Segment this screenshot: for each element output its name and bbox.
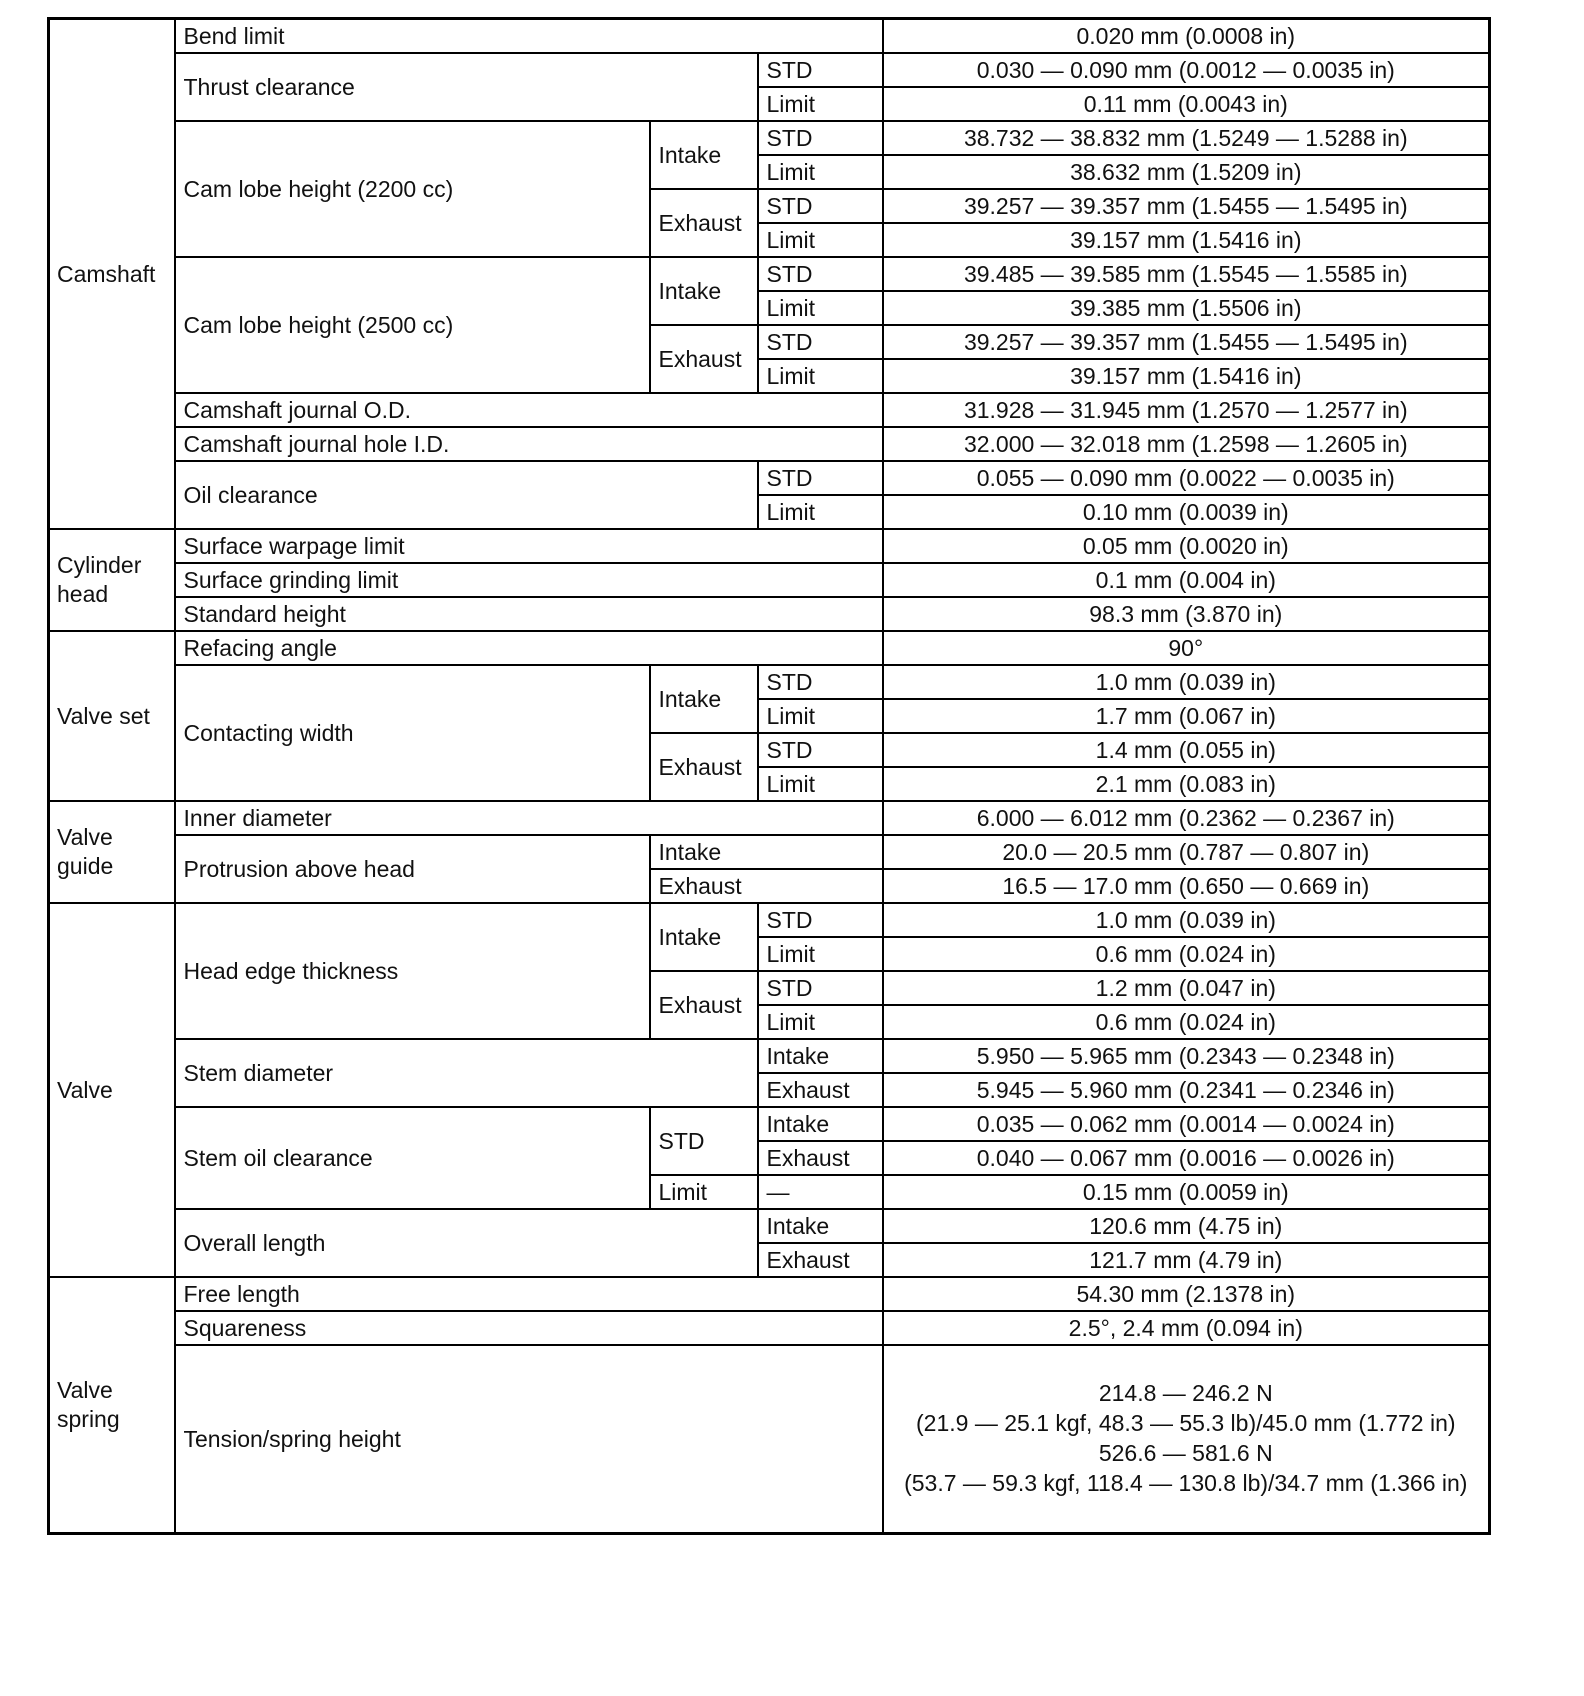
group-valve: Valve (49, 903, 175, 1277)
spec-value: 0.030 — 0.090 mm (0.0012 — 0.0035 in) (883, 53, 1490, 87)
spec-value: 121.7 mm (4.79 in) (883, 1243, 1490, 1277)
intake-label: Intake (650, 835, 883, 869)
row-label: Cam lobe height (2500 cc) (175, 257, 650, 393)
spec-value: 54.30 mm (2.1378 in) (883, 1277, 1490, 1311)
spec-value: 38.732 — 38.832 mm (1.5249 — 1.5288 in) (883, 121, 1490, 155)
exhaust-label: Exhaust (650, 189, 758, 257)
tension-line-1: 214.8 — 246.2 N (1098, 1380, 1273, 1407)
group-valve-guide: Valve guide (49, 801, 175, 903)
spec-value: 39.385 mm (1.5506 in) (883, 291, 1490, 325)
table-row (49, 1345, 1490, 1534)
spec-value: 31.928 — 31.945 mm (1.2570 — 1.2577 in) (883, 393, 1490, 427)
spec-value: 5.945 — 5.960 mm (0.2341 — 0.2346 in) (883, 1073, 1490, 1107)
spec-value: 98.3 mm (3.870 in) (883, 597, 1490, 631)
spec-value: 2.1 mm (0.083 in) (883, 767, 1490, 801)
spec-value: 5.950 — 5.965 mm (0.2343 — 0.2348 in) (883, 1039, 1490, 1073)
intake-label: Intake (758, 1209, 883, 1243)
exhaust-label: Exhaust (758, 1243, 883, 1277)
spec-value: 0.6 mm (0.024 in) (883, 937, 1490, 971)
limit-label: Limit (758, 1005, 883, 1039)
row-label: Stem diameter (175, 1039, 758, 1107)
spec-value: 2.5°, 2.4 mm (0.094 in) (883, 1311, 1490, 1345)
table-row (49, 1277, 1490, 1311)
limit-label: Limit (650, 1175, 758, 1209)
std-label: STD (758, 121, 883, 155)
table-row (49, 529, 1490, 563)
std-label: STD (758, 665, 883, 699)
table-row (49, 1209, 1490, 1243)
spec-value: 1.0 mm (0.039 in) (883, 903, 1490, 937)
exhaust-label: Exhaust (758, 1073, 883, 1107)
table-row (49, 461, 1490, 495)
row-label: Bend limit (175, 19, 883, 54)
row-label: Squareness (175, 1311, 883, 1345)
intake-label: Intake (758, 1107, 883, 1141)
std-label: STD (758, 733, 883, 767)
table-row (49, 1311, 1490, 1345)
row-label: Refacing angle (175, 631, 883, 665)
row-label: Oil clearance (175, 461, 758, 529)
limit-label: Limit (758, 495, 883, 529)
table-row (49, 19, 1490, 54)
spec-value: 0.055 — 0.090 mm (0.0022 — 0.0035 in) (883, 461, 1490, 495)
spec-value: 120.6 mm (4.75 in) (883, 1209, 1490, 1243)
row-label: Head edge thickness (175, 903, 650, 1039)
spec-value: 1.4 mm (0.055 in) (883, 733, 1490, 767)
tension-line-3: 526.6 — 581.6 N (1098, 1440, 1273, 1466)
dash-cell: — (758, 1175, 883, 1209)
table-row (49, 257, 1490, 291)
spec-value: 1.0 mm (0.039 in) (883, 665, 1490, 699)
table-row (49, 563, 1490, 597)
row-label: Standard height (175, 597, 883, 631)
spec-value: 0.6 mm (0.024 in) (883, 1005, 1490, 1039)
std-label: STD (758, 461, 883, 495)
spec-value: 39.257 — 39.357 mm (1.5455 — 1.5495 in) (883, 189, 1490, 223)
spec-value: 20.0 — 20.5 mm (0.787 — 0.807 in) (883, 835, 1490, 869)
intake-label: Intake (758, 1039, 883, 1073)
row-label: Stem oil clearance (175, 1107, 650, 1209)
tension-line-2: (21.9 — 25.1 kgf, 48.3 — 55.3 lb)/45.0 mm (1.772 in) (916, 1410, 1456, 1437)
spec-value: 0.11 mm (0.0043 in) (883, 87, 1490, 121)
std-label: STD (758, 53, 883, 87)
table-row (49, 631, 1490, 665)
spec-value: 0.020 mm (0.0008 in) (883, 19, 1490, 54)
spec-value: 16.5 — 17.0 mm (0.650 — 0.669 in) (883, 869, 1490, 903)
table-row (49, 597, 1490, 631)
exhaust-label: Exhaust (650, 733, 758, 801)
spec-value-multiline (883, 1345, 1490, 1534)
spec-value: 0.040 — 0.067 mm (0.0016 — 0.0026 in) (883, 1141, 1490, 1175)
table-row (49, 393, 1490, 427)
std-label: STD (758, 903, 883, 937)
limit-label: Limit (758, 767, 883, 801)
group-cylinder-head: Cylinder head (49, 529, 175, 631)
limit-label: Limit (758, 155, 883, 189)
tension-line-4: (53.7 — 59.3 kgf, 118.4 — 130.8 lb)/34.7 mm (1.366 in) (904, 1469, 1468, 1496)
spec-value: 1.2 mm (0.047 in) (883, 971, 1490, 1005)
spec-value: 39.257 — 39.357 mm (1.5455 — 1.5495 in) (883, 325, 1490, 359)
table-row (49, 53, 1490, 87)
row-label: Free length (175, 1277, 883, 1311)
limit-label: Limit (758, 87, 883, 121)
spec-value: 0.035 — 0.062 mm (0.0014 — 0.0024 in) (883, 1107, 1490, 1141)
row-label: Surface grinding limit (175, 563, 883, 597)
row-label: Tension/spring height (175, 1345, 883, 1534)
spec-value: 32.000 — 32.018 mm (1.2598 — 1.2605 in) (883, 427, 1490, 461)
spec-value: 39.157 mm (1.5416 in) (883, 359, 1490, 393)
table-row (49, 665, 1490, 699)
spec-value: 0.15 mm (0.0059 in) (883, 1175, 1490, 1209)
row-label: Overall length (175, 1209, 758, 1277)
exhaust-label: Exhaust (650, 971, 758, 1039)
spec-value: 38.632 mm (1.5209 in) (883, 155, 1490, 189)
row-label: Thrust clearance (175, 53, 758, 121)
intake-label: Intake (650, 903, 758, 971)
group-valve-spring: Valve spring (49, 1277, 175, 1534)
limit-label: Limit (758, 937, 883, 971)
spec-value: 6.000 — 6.012 mm (0.2362 — 0.2367 in) (883, 801, 1490, 835)
spec-value: 0.10 mm (0.0039 in) (883, 495, 1490, 529)
intake-label: Intake (650, 257, 758, 325)
exhaust-label: Exhaust (650, 869, 883, 903)
table-row (49, 835, 1490, 869)
row-label: Camshaft journal O.D. (175, 393, 883, 427)
std-label: STD (758, 971, 883, 1005)
spec-value: 39.157 mm (1.5416 in) (883, 223, 1490, 257)
table-row (49, 903, 1490, 937)
row-label: Protrusion above head (175, 835, 650, 903)
intake-label: Intake (650, 121, 758, 189)
limit-label: Limit (758, 223, 883, 257)
table-row (49, 121, 1490, 155)
row-label: Surface warpage limit (175, 529, 883, 563)
group-camshaft: Camshaft (49, 19, 175, 530)
spec-value: 90° (883, 631, 1490, 665)
intake-label: Intake (650, 665, 758, 733)
limit-label: Limit (758, 699, 883, 733)
row-label: Cam lobe height (2200 cc) (175, 121, 650, 257)
group-valve-seat: Valve set (49, 631, 175, 801)
std-label: STD (758, 189, 883, 223)
row-label: Contacting width (175, 665, 650, 801)
row-label: Camshaft journal hole I.D. (175, 427, 883, 461)
limit-label: Limit (758, 359, 883, 393)
row-label: Inner diameter (175, 801, 883, 835)
spec-value: 0.05 mm (0.0020 in) (883, 529, 1490, 563)
std-label: STD (650, 1107, 758, 1175)
std-label: STD (758, 257, 883, 291)
exhaust-label: Exhaust (758, 1141, 883, 1175)
spec-value: 0.1 mm (0.004 in) (883, 563, 1490, 597)
exhaust-label: Exhaust (650, 325, 758, 393)
limit-label: Limit (758, 291, 883, 325)
table-row (49, 801, 1490, 835)
spec-table (47, 17, 1491, 1535)
std-label: STD (758, 325, 883, 359)
spec-value: 39.485 — 39.585 mm (1.5545 — 1.5585 in) (883, 257, 1490, 291)
table-row (49, 1107, 1490, 1141)
spec-value: 1.7 mm (0.067 in) (883, 699, 1490, 733)
table-row (49, 427, 1490, 461)
table-row (49, 1039, 1490, 1073)
